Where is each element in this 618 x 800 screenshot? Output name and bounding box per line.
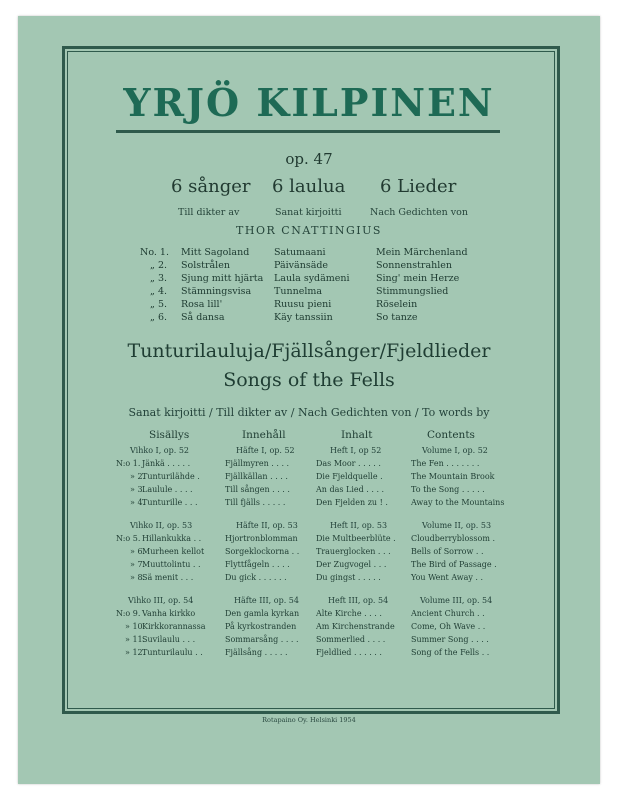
lyricist-swedish: Till dikter av <box>178 207 240 218</box>
contents-de: Den Fjelden zu ! . <box>316 498 388 507</box>
composer-title: YRJÖ KILPINEN <box>123 80 495 125</box>
song-title-de: Mein Märchenland <box>376 247 468 258</box>
contents-no: » 8. <box>130 573 146 582</box>
volume-label-de: Heft II, op. 53 <box>330 521 388 530</box>
lyricist-finnish: Sanat kirjoitti <box>275 207 342 218</box>
contents-en: Bells of Sorrow . . <box>411 547 484 556</box>
song-title-de: Röselein <box>376 299 418 310</box>
title-underline <box>116 130 500 133</box>
score-cover <box>18 16 600 784</box>
contents-header-fi: Sisällys <box>149 429 190 441</box>
contents-fi: Tunturilaulu . . <box>142 648 203 657</box>
contents-en: Away to the Mountains <box>411 498 505 507</box>
contents-fi: Murheen kellot <box>142 547 205 556</box>
collection-finnish: 6 laulua <box>272 176 346 197</box>
contents-fi: Jänkä . . . . . <box>142 459 191 468</box>
song-title-fi: Käy tanssiin <box>274 312 333 323</box>
song-title-fi: Laula sydämeni <box>274 273 350 284</box>
contents-no: » 2. <box>130 472 146 481</box>
contents-de: Der Zugvogel . . . <box>316 560 387 569</box>
contents-fi: Hillankukka . . <box>142 534 202 543</box>
song-title-sv: Så dansa <box>181 312 225 323</box>
song-title-sv: Sjung mitt hjärta <box>181 273 264 284</box>
volume-label-sv: Häfte I, op. 52 <box>236 446 295 455</box>
contents-en: Cloudberryblossom . <box>411 534 495 543</box>
fells-title: Tunturilauluja/Fjällsånger/Fjeldlieder <box>127 340 491 362</box>
opus-number: op. 47 <box>285 150 333 168</box>
contents-sv: Fjällkällan . . . . <box>225 472 288 481</box>
contents-fi: Vanha kirkko <box>142 609 196 618</box>
contents-sv: Till fjälls . . . . . <box>225 498 286 507</box>
song-title-fi: Satumaani <box>274 247 326 258</box>
contents-fi: Suvilaulu . . . <box>142 635 196 644</box>
contents-fi: Tunturille . . . <box>142 498 198 507</box>
volume-label-fi: Vihko III, op. 54 <box>128 596 194 605</box>
collection-swedish: 6 sånger <box>171 176 251 197</box>
contents-fi: Laulule . . . . <box>142 485 193 494</box>
contents-de: Die Multbeerblüte . <box>316 534 396 543</box>
contents-fi: Sä menit . . . <box>142 573 194 582</box>
volume-label-de: Heft III, op. 54 <box>328 596 389 605</box>
volume-label-en: Volume II, op. 53 <box>422 521 492 530</box>
song-number: „ 2. <box>150 260 168 271</box>
contents-de: Das Moor . . . . . <box>316 459 381 468</box>
song-title-de: Sonnenstrahlen <box>376 260 452 271</box>
contents-de: Sommerlied . . . . <box>316 635 386 644</box>
contents-sv: Till sången . . . . <box>225 485 290 494</box>
song-title-fi: Ruusu pieni <box>274 299 332 310</box>
volume-label-en: Volume III, op. 54 <box>420 596 493 605</box>
contents-de: Alte Kirche . . . . <box>316 609 382 618</box>
fells-subtitle: Songs of the Fells <box>223 369 395 391</box>
song-title-de: So tanze <box>376 312 418 323</box>
contents-en: The Bird of Passage . <box>411 560 497 569</box>
contents-en: The Fen . . . . . . . <box>411 459 480 468</box>
contents-sv: Hjortronblomman <box>225 534 298 543</box>
contents-sv: Flyttfågeln . . . . <box>225 560 290 569</box>
song-number: „ 4. <box>150 286 168 297</box>
volume-label-en: Volume I, op. 52 <box>422 446 488 455</box>
contents-en: You Went Away . . <box>411 573 484 582</box>
contents-no: » 4. <box>130 498 146 507</box>
volume-label-sv: Häfte II, op. 53 <box>236 521 298 530</box>
contents-fi: Muuttolintu . . <box>142 560 201 569</box>
contents-header-sv: Innehåll <box>242 429 286 441</box>
song-title-fi: Päivänsäde <box>274 260 329 271</box>
volume-label-fi: Vihko II, op. 53 <box>130 521 193 530</box>
contents-no: » 7. <box>130 560 146 569</box>
contents-no: N:o 1. <box>116 459 141 468</box>
song-number: „ 3. <box>150 273 168 284</box>
contents-header-de: Inhalt <box>341 429 373 441</box>
contents-en: Ancient Church . . <box>411 609 485 618</box>
contents-en: The Mountain Brook <box>411 472 495 481</box>
contents-sv: På kyrkostranden <box>225 622 297 631</box>
contents-sv: Fjällmyren . . . . <box>225 459 290 468</box>
song-number: „ 6. <box>150 312 168 323</box>
song-number: „ 5. <box>150 299 168 310</box>
contents-de: Die Fjeldquelle . <box>316 472 383 481</box>
contents-no: » 10. <box>125 622 146 631</box>
contents-en: Come, Oh Wave . . <box>411 622 486 631</box>
contents-sv: Sommarsång . . . . <box>225 635 299 644</box>
contents-fi: Kirkkorannassa <box>142 622 206 631</box>
words-by-line: Sanat kirjoitti / Till dikter av / Nach Gedichten von / To words by <box>128 406 490 419</box>
song-title-de: Stimmungslied <box>376 286 449 297</box>
collection-german: 6 Lieder <box>380 176 457 197</box>
contents-sv: Fjällsång . . . . . <box>225 648 288 657</box>
song-title-sv: Solstrålen <box>181 260 230 271</box>
contents-no: N:o 5. <box>116 534 141 543</box>
contents-de: An das Lied . . . . <box>316 485 385 494</box>
contents-no: N:o 9. <box>116 609 141 618</box>
contents-de: Fjeldlied . . . . . . <box>316 648 382 657</box>
contents-header-en: Contents <box>427 429 475 441</box>
poet-name: THOR CNATTINGIUS <box>236 224 382 237</box>
contents-sv: Du gick . . . . . . <box>225 573 287 582</box>
contents-no: » 6. <box>130 547 146 556</box>
song-title-de: Sing' mein Herze <box>376 273 460 284</box>
contents-no: » 3. <box>130 485 146 494</box>
volume-label-fi: Vihko I, op. 52 <box>130 446 190 455</box>
contents-sv: Sorgeklockorna . . <box>225 547 300 556</box>
volume-label-sv: Häfte III, op. 54 <box>234 596 299 605</box>
contents-en: To the Song . . . . . <box>411 485 485 494</box>
contents-fi: Tunturilähde . <box>142 472 200 481</box>
contents-de: Du gingst . . . . . <box>316 573 381 582</box>
song-number: No. 1. <box>140 247 169 258</box>
contents-de: Trauerglocken . . . <box>316 547 391 556</box>
song-title-sv: Mitt Sagoland <box>181 247 250 258</box>
song-title-sv: Stämningsvisa <box>181 286 252 297</box>
contents-en: Song of the Fells . . <box>411 648 490 657</box>
lyricist-german: Nach Gedichten von <box>370 207 468 218</box>
volume-label-de: Heft I, op 52 <box>330 446 382 455</box>
contents-de: Am Kirchenstrande <box>316 622 395 631</box>
contents-sv: Den gamla kyrkan <box>225 609 300 618</box>
contents-no: » 11. <box>125 635 146 644</box>
contents-en: Summer Song . . . . <box>411 635 489 644</box>
printer-imprint: Rotapaino Oy. Helsinki 1954 <box>262 716 356 724</box>
contents-no: » 12. <box>125 648 146 657</box>
song-title-fi: Tunnelma <box>274 286 323 297</box>
song-title-sv: Rosa lill' <box>181 299 223 310</box>
